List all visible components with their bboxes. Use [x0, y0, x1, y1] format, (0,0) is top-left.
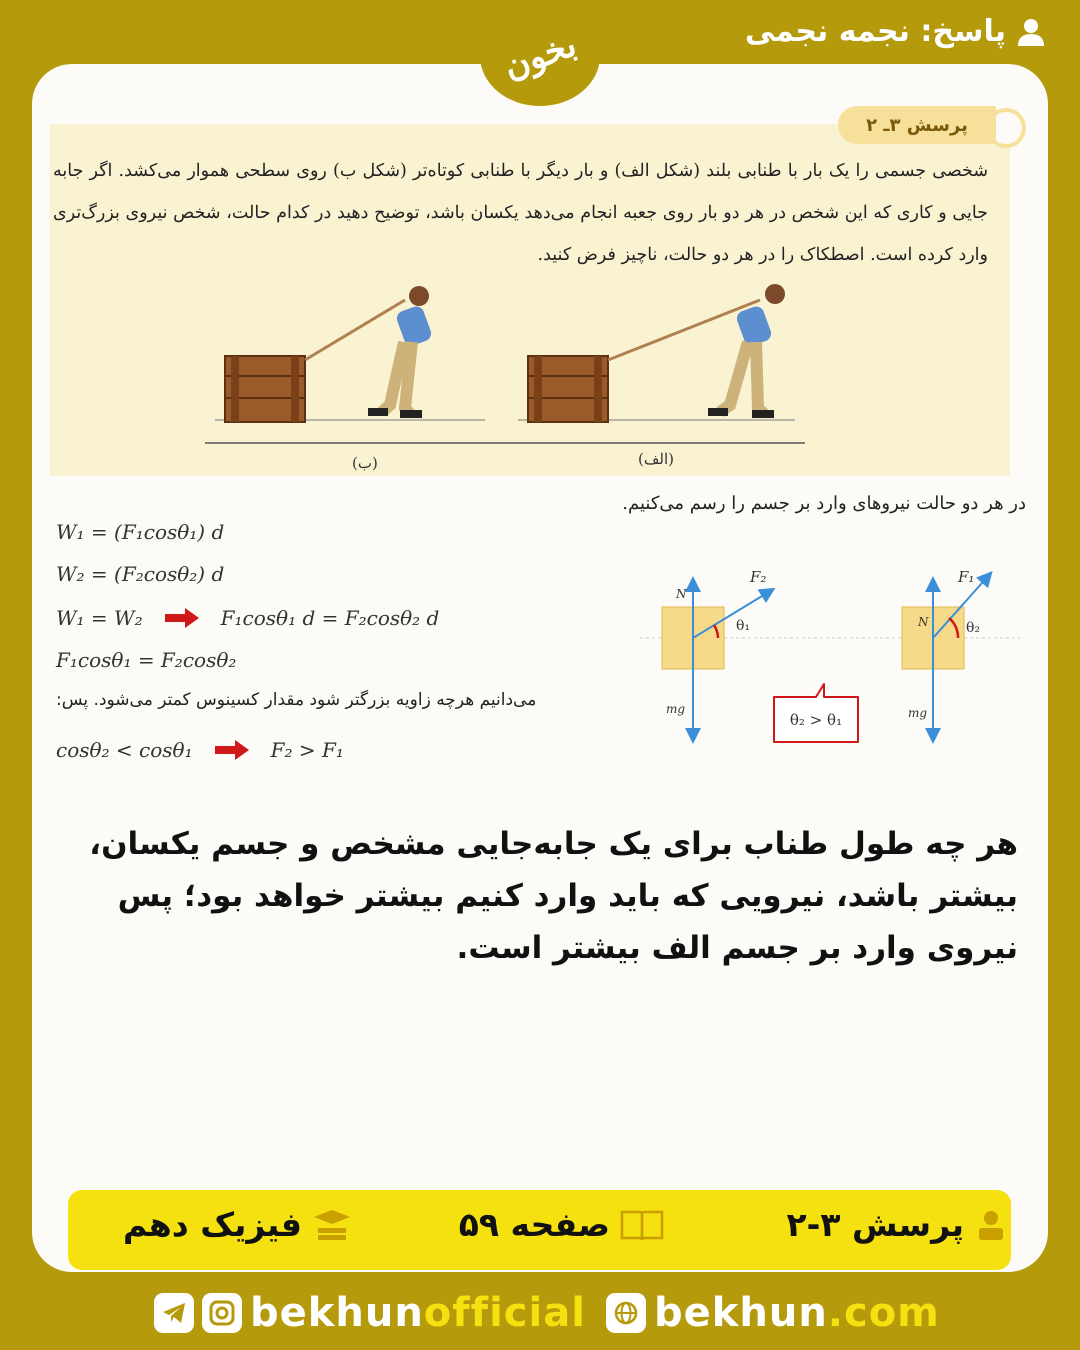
diagram-short-rope [902, 568, 990, 740]
graduation-books-icon [312, 1208, 352, 1242]
svg-text:F₂: F₂ [750, 568, 767, 586]
person-b [368, 286, 433, 418]
telegram-icon [154, 1293, 194, 1333]
equation-conclusion: cosθ₂ < cosθ₁ F₂ > F₁ [56, 738, 344, 762]
red-arrow-icon [215, 740, 249, 760]
footer-page: صفحه ۵۹ [459, 1205, 664, 1244]
footer-question: پرسش ۳-۲ [786, 1205, 1008, 1244]
crate-a [528, 356, 608, 422]
svg-text:mg: mg [908, 706, 928, 720]
svg-text:θ₁: θ₁ [736, 618, 751, 634]
svg-text:N: N [918, 615, 929, 629]
social-instagram-telegram[interactable]: bekhunofficial [154, 1290, 586, 1336]
svg-text:F₁: F₁ [958, 568, 975, 586]
answer-text: هر چه طول طناب برای یک جابه‌جایی مشخص و جسم یکسان، بیشتر باشد، نیرویی که باید وارد کنیم بیشتر خواهد بود؛ پس نیروی وارد بر جسم الف بیشتر است. [89, 826, 1018, 966]
solution-intro: در هر دو حالت نیروهای وارد بر جسم را رسم می‌کنیم. [622, 493, 1026, 514]
user-icon [1016, 17, 1046, 47]
social-website[interactable]: bekhun.com [606, 1290, 940, 1336]
crate-b [225, 356, 305, 422]
globe-icon [606, 1293, 646, 1333]
instagram-icon [202, 1293, 242, 1333]
question-label: پرسش ۳ـ ۲ [838, 106, 996, 144]
answer-by [745, 14, 1046, 49]
red-arrow-icon [165, 608, 199, 628]
svg-text:θ₂ > θ₁: θ₂ > θ₁ [789, 711, 843, 729]
logo: بخون [480, 6, 600, 106]
svg-text:N: N [676, 587, 687, 601]
figure-label-a: (الف) [638, 450, 674, 468]
equation-force-cos: F₁cosθ₁ = F₂cosθ₂ [56, 648, 237, 672]
figure-label-b: (ب) [352, 454, 378, 472]
cosine-note: می‌دانیم هرچه زاویه بزرگتر شود مقدار کسینوس کمتر می‌شود. پس: [56, 690, 537, 710]
equation-w-equal: W₁ = W₂ F₁cosθ₁ d = F₂cosθ₂ d [56, 606, 440, 630]
rope-long [608, 300, 760, 360]
equation-w1: W₁ = (F₁cosθ₁) d [56, 520, 225, 544]
diagram-long-rope [662, 568, 772, 740]
student-icon [974, 1208, 1008, 1242]
equation-w2: W₂ = (F₂cosθ₂) d [56, 562, 225, 586]
pulling-illustration [200, 280, 810, 455]
force-diagram [640, 560, 1030, 760]
svg-text:mg: mg [666, 702, 686, 716]
answer-by-text: پاسخ: نجمه نجمی [744, 14, 1006, 49]
angle-comparison-callout [774, 684, 858, 742]
rope-short [305, 300, 405, 360]
book-icon [620, 1208, 664, 1242]
question-text: شخصی جسمی را یک بار با طنابی بلند (شکل الف) و بار دیگر با طنابی کوتاه‌تر (شکل ب) روی سطحی هموار می‌کشد. اگر جابه جایی و کاری که این شخص در هر دو بار روی جعبه انجام می‌دهد یکسان باشد، توضیح دهید در کدام حالت، شخص نیروی بزرگ‌تری وارد کرده است. اصطکاک را در هر دو حالت، ناچیز فرض کنید. [53, 161, 988, 265]
svg-text:θ₂: θ₂ [966, 620, 981, 636]
footer-book: فیزیک دهم [123, 1205, 352, 1244]
